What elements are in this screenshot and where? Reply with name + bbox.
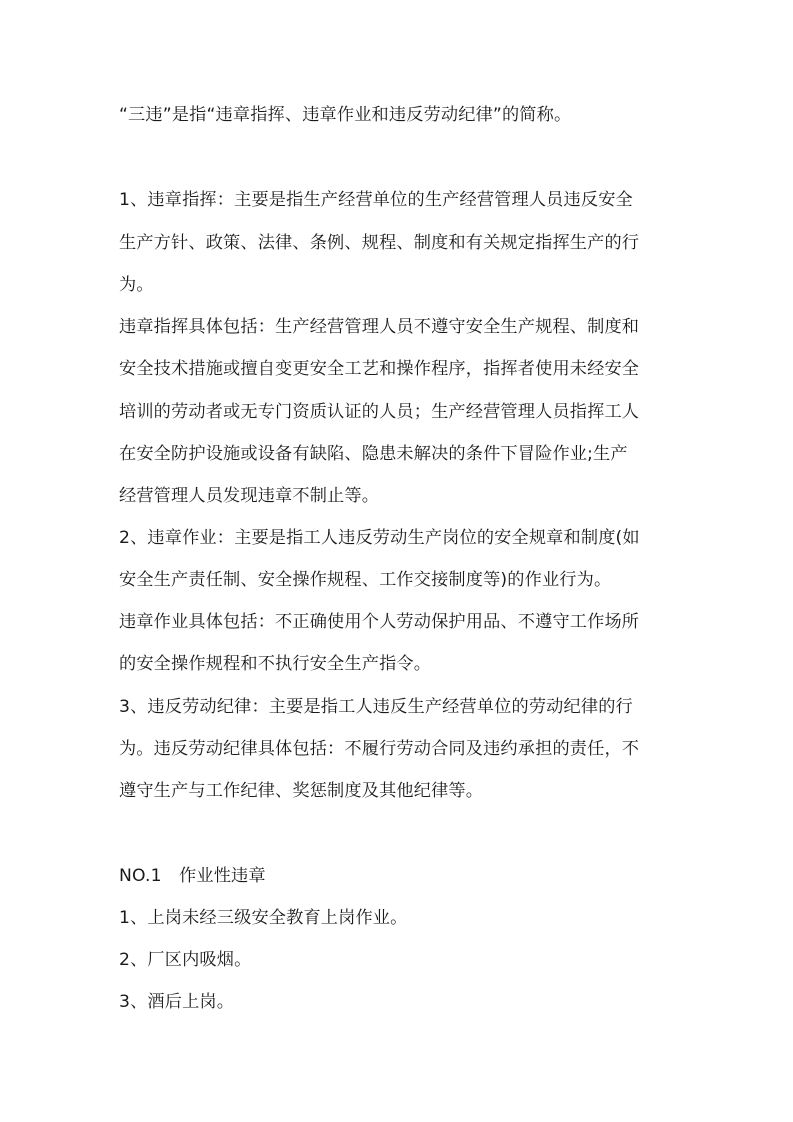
item-1-detail-line-5: 经营管理人员发现违章不制止等。 [119,486,380,506]
item-3-line-3: 遵守生产与工作纪律、奖惩制度及其他纪律等。 [119,781,484,801]
list-item-3: 3、酒后上岗。 [119,992,235,1012]
item-3-line-2: 为。违反劳动纪律具体包括：不履行劳动合同及违约承担的责任，不 [119,739,640,759]
item-2-line-1: 2、违章作业：主要是指工人违反劳动生产岗位的安全规章和制度(如 [119,528,640,548]
item-1-detail-line-2: 安全技术措施或擅自变更安全工艺和操作程序，指挥者使用未经安全 [119,359,640,379]
list-item-2: 2、厂区内吸烟。 [119,950,252,970]
item-1-line-3: 为。 [119,275,154,295]
item-2-detail-line-1: 违章作业具体包括：不正确使用个人劳动保护用品、不遵守工作场所 [119,612,640,632]
item-1-line-1: 1、违章指挥：主要是指生产经营单位的生产经营管理人员违反安全 [119,190,633,210]
item-1-detail-line-1: 违章指挥具体包括：生产经营管理人员不遵守安全生产规程、制度和 [119,317,640,337]
item-2-line-2: 安全生产责任制、安全操作规程、工作交接制度等)的作业行为。 [119,570,612,590]
item-3-line-1: 3、违反劳动纪律：主要是指工人违反生产经营单位的劳动纪律的行 [119,697,633,717]
item-1-detail-line-4: 在安全防护设施或设备有缺陷、隐患未解决的条件下冒险作业;生产 [119,444,628,464]
item-2-detail-line-2: 的安全操作规程和不执行安全生产指令。 [119,654,432,674]
item-1-detail-line-3: 培训的劳动者或无专门资质认证的人员；生产经营管理人员指挥工人 [119,402,640,422]
section-heading-no1: NO.1 作业性违章 [119,866,266,886]
item-1-line-2: 生产方针、政策、法律、条例、规程、制度和有关规定指挥生产的行 [119,233,640,253]
intro-definition: “三违”是指“违章指挥、违章作业和违反劳动纪律”的简称。 [119,105,572,125]
list-item-1: 1、上岗未经三级安全教育上岗作业。 [119,908,408,928]
